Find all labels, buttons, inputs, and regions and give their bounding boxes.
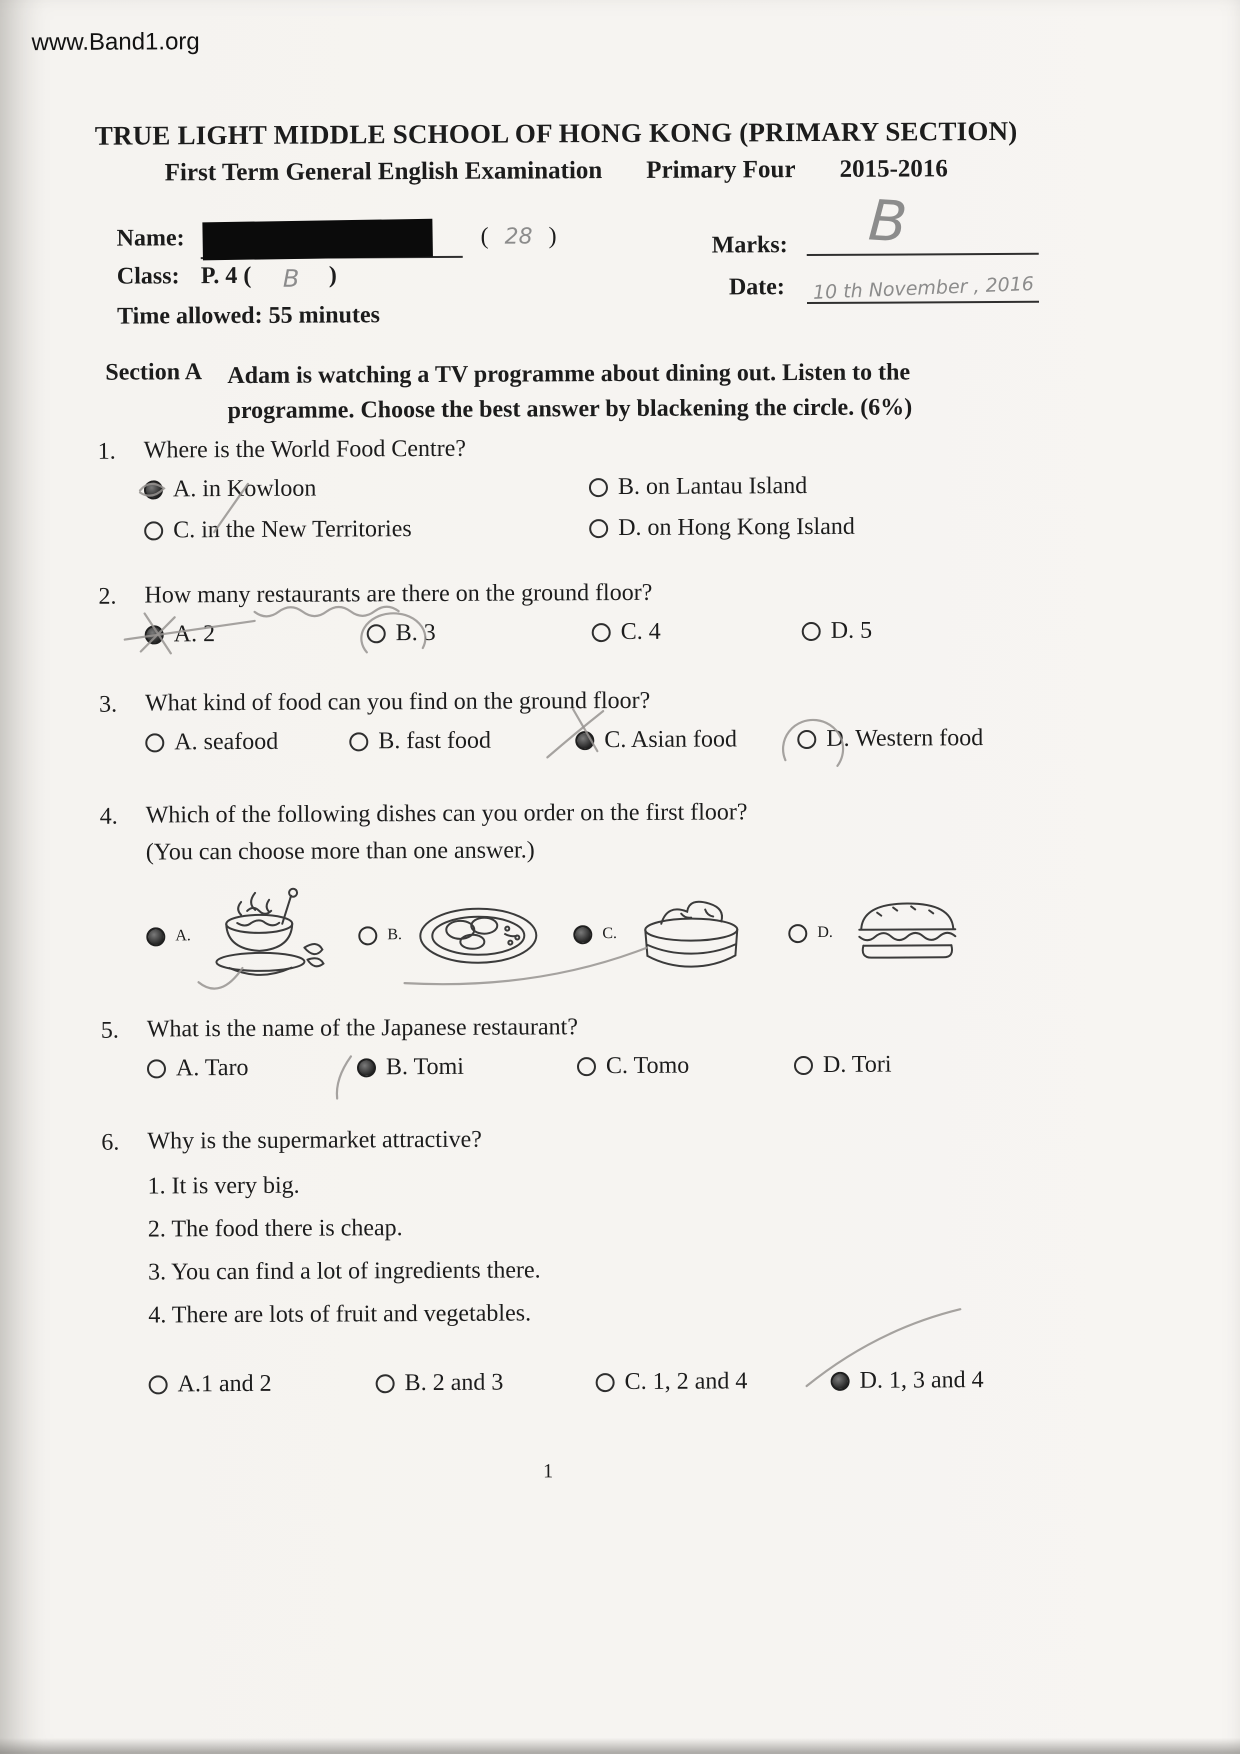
option-label: A. 2 xyxy=(173,621,216,648)
marks-label: Marks: xyxy=(711,232,788,259)
question-list xyxy=(98,432,1240,1399)
question-text: Which of the following dishes can you order on the first floor? xyxy=(145,799,748,829)
q6-option-a[interactable] xyxy=(149,1370,376,1398)
section-a-header xyxy=(105,354,1237,430)
q3-option-d[interactable] xyxy=(797,724,1239,753)
instruction-line-1: Adam is watching a TV programme about dining out. Listen to the xyxy=(227,359,911,390)
question-text: What is the name of the Japanese restaurant? xyxy=(146,1014,579,1043)
date-label: Date: xyxy=(728,274,785,301)
exam-years: 2015-2016 xyxy=(839,155,948,183)
q6-statements xyxy=(148,1160,1240,1338)
answer-circle[interactable] xyxy=(589,478,608,497)
answer-circle[interactable] xyxy=(592,623,611,642)
question-6 xyxy=(101,1123,1240,1399)
option-label: D. Western food xyxy=(826,725,984,752)
marks-handwritten: B xyxy=(866,188,910,256)
q5-options xyxy=(147,1050,1240,1083)
q4-option-a[interactable] xyxy=(146,885,359,986)
option-label: B. fast food xyxy=(378,727,492,755)
q5-option-c[interactable] xyxy=(577,1052,794,1080)
q6-option-b[interactable] xyxy=(376,1369,596,1397)
school-title: TRUE LIGHT MIDDLE SCHOOL OF HONG KONG (PRIMARY SECTION) xyxy=(94,115,1018,151)
question-5 xyxy=(101,1011,1240,1083)
question-text: Why is the supermarket attractive? xyxy=(147,1126,482,1155)
name-redaction xyxy=(202,219,433,261)
answer-circle[interactable] xyxy=(573,925,592,944)
answer-circle[interactable] xyxy=(146,927,165,946)
answer-circle[interactable] xyxy=(349,732,368,751)
page-number: 1 xyxy=(543,1460,554,1483)
class-printed: P. 4 ( xyxy=(200,262,252,290)
option-label: A.1 and 2 xyxy=(177,1370,272,1398)
statement-3: 3. You can find a lot of ingredients there. xyxy=(147,1257,541,1286)
q1-option-c[interactable] xyxy=(144,515,589,544)
statement-4: 4. There are lots of fruit and vegetables. xyxy=(148,1300,532,1329)
answer-circle[interactable] xyxy=(596,1373,615,1392)
question-3 xyxy=(99,685,1239,757)
exam-title: First Term General English Examination xyxy=(164,157,603,187)
option-label: A. in Kowloon xyxy=(172,475,317,503)
date-handwritten: 10 th November , 2016 xyxy=(812,272,1035,304)
option-label: C. 4 xyxy=(620,618,661,645)
candidate-number xyxy=(481,223,557,250)
answer-circle[interactable] xyxy=(577,1057,596,1076)
answer-circle[interactable] xyxy=(145,625,164,644)
answer-circle[interactable] xyxy=(367,624,386,643)
option-label: C. xyxy=(602,925,618,943)
name-field[interactable] xyxy=(201,218,463,259)
question-2 xyxy=(98,577,1238,649)
q2-option-c[interactable] xyxy=(592,618,802,646)
q2-option-d[interactable] xyxy=(802,616,1239,645)
answer-circle[interactable] xyxy=(357,1058,376,1077)
question-text: What kind of food can you find on the ground floor? xyxy=(145,687,651,717)
answer-circle[interactable] xyxy=(144,521,163,540)
q1-option-d[interactable] xyxy=(589,512,1238,542)
exam-subtitle xyxy=(0,154,1116,188)
option-label: D. Tori xyxy=(822,1051,892,1078)
option-label: C. 1, 2 and 4 xyxy=(624,1368,748,1395)
answer-circle[interactable] xyxy=(145,733,164,752)
question-number: 5. xyxy=(100,1017,119,1044)
q3-options xyxy=(145,724,1239,757)
answer-circle[interactable] xyxy=(149,1375,168,1394)
class-label: Class: xyxy=(116,263,180,290)
q2-option-a[interactable] xyxy=(145,620,367,648)
paren-open: ( xyxy=(480,223,489,250)
option-label: A. xyxy=(175,927,191,945)
option-label: B. 2 and 3 xyxy=(404,1369,504,1397)
question-4 xyxy=(100,797,1240,989)
option-label: B. xyxy=(387,926,403,944)
answer-circle[interactable] xyxy=(788,924,807,943)
candidate-info xyxy=(116,188,1158,337)
time-allowed-label: Time allowed: 55 minutes xyxy=(116,302,381,330)
section-a-instructions xyxy=(227,355,1017,429)
question-text: Where is the World Food Centre? xyxy=(143,435,467,464)
name-label: Name: xyxy=(116,225,185,252)
answer-circle[interactable] xyxy=(794,1056,813,1075)
option-label: D. xyxy=(817,923,833,941)
instruction-line-2: programme. Choose the best answer by blackening the circle. (6%) xyxy=(227,394,913,425)
option-label: D. 1, 3 and 4 xyxy=(859,1367,984,1394)
answer-circle[interactable] xyxy=(589,519,608,538)
q1-option-a[interactable] xyxy=(144,474,589,503)
q5-option-d[interactable] xyxy=(794,1050,1240,1079)
option-label: C. Tomo xyxy=(605,1052,690,1080)
question-note: (You can choose more than one answer.) xyxy=(145,837,535,866)
option-label: B. Tomi xyxy=(385,1053,464,1081)
q2-options xyxy=(145,616,1239,649)
q1-option-b[interactable] xyxy=(589,471,1238,501)
option-label: A. seafood xyxy=(174,728,279,756)
question-number: 4. xyxy=(99,803,118,830)
statement-1: 1. It is very big. xyxy=(147,1172,300,1200)
exam-level: Primary Four xyxy=(646,156,796,184)
question-1 xyxy=(98,432,1239,545)
q5-option-b[interactable] xyxy=(357,1053,577,1081)
question-number: 3. xyxy=(99,691,118,718)
question-number: 6. xyxy=(101,1129,120,1156)
dimsum-steamer-icon xyxy=(629,891,753,976)
q6-option-c[interactable] xyxy=(596,1368,831,1396)
option-label: A. Taro xyxy=(175,1054,249,1082)
option-label: D. on Hong Kong Island xyxy=(618,513,855,542)
q6-options xyxy=(149,1366,1240,1399)
answer-circle[interactable] xyxy=(797,730,816,749)
answer-circle[interactable] xyxy=(831,1372,850,1391)
answer-circle[interactable] xyxy=(575,731,594,750)
q4-options xyxy=(146,879,1240,989)
q6-option-d[interactable] xyxy=(831,1366,1240,1395)
answer-circle[interactable] xyxy=(144,480,163,499)
q4-option-b[interactable] xyxy=(358,899,573,970)
class-letter-handwritten: B xyxy=(282,264,300,293)
option-label: B. 3 xyxy=(395,619,436,647)
q2-option-b[interactable] xyxy=(367,619,592,647)
q3-option-a[interactable] xyxy=(145,728,349,756)
q3-option-b[interactable] xyxy=(349,727,575,755)
question-number: 2. xyxy=(98,583,117,610)
hamburger-icon xyxy=(845,896,969,969)
question-text xyxy=(144,577,1238,610)
date-field[interactable] xyxy=(807,269,1039,304)
plate-of-food-icon xyxy=(414,899,550,970)
q4-option-d[interactable] xyxy=(788,896,969,969)
marks-field[interactable] xyxy=(807,188,1039,256)
q5-option-a[interactable] xyxy=(147,1054,357,1082)
statement-2: 2. The food there is cheap. xyxy=(147,1215,403,1243)
paren-close: ) xyxy=(548,223,557,250)
section-a-label: Section A xyxy=(105,359,203,386)
candidate-number-handwritten: 28 xyxy=(504,224,533,250)
class-paren-close: ) xyxy=(328,262,337,289)
answer-circle[interactable] xyxy=(147,1059,166,1078)
hotpot-icon xyxy=(203,886,332,987)
question-text-span: How many restaurants are there on the ground floor? xyxy=(144,579,653,609)
q4-option-c[interactable] xyxy=(573,891,788,976)
option-label: C. in the New Territories xyxy=(173,516,412,544)
answer-circle[interactable] xyxy=(358,926,377,945)
q3-option-c[interactable] xyxy=(575,726,797,754)
option-label: B. on Lantau Island xyxy=(617,473,808,501)
question-number: 1. xyxy=(97,438,116,465)
answer-circle[interactable] xyxy=(376,1374,395,1393)
watermark: www.Band1.org xyxy=(31,28,200,57)
option-label: C. Asian food xyxy=(604,726,738,754)
option-label: D. 5 xyxy=(830,617,873,644)
exam-header xyxy=(0,115,1116,188)
answer-circle[interactable] xyxy=(802,622,821,641)
q1-options xyxy=(144,471,1238,545)
scan-bottom-edge xyxy=(0,1738,1240,1754)
